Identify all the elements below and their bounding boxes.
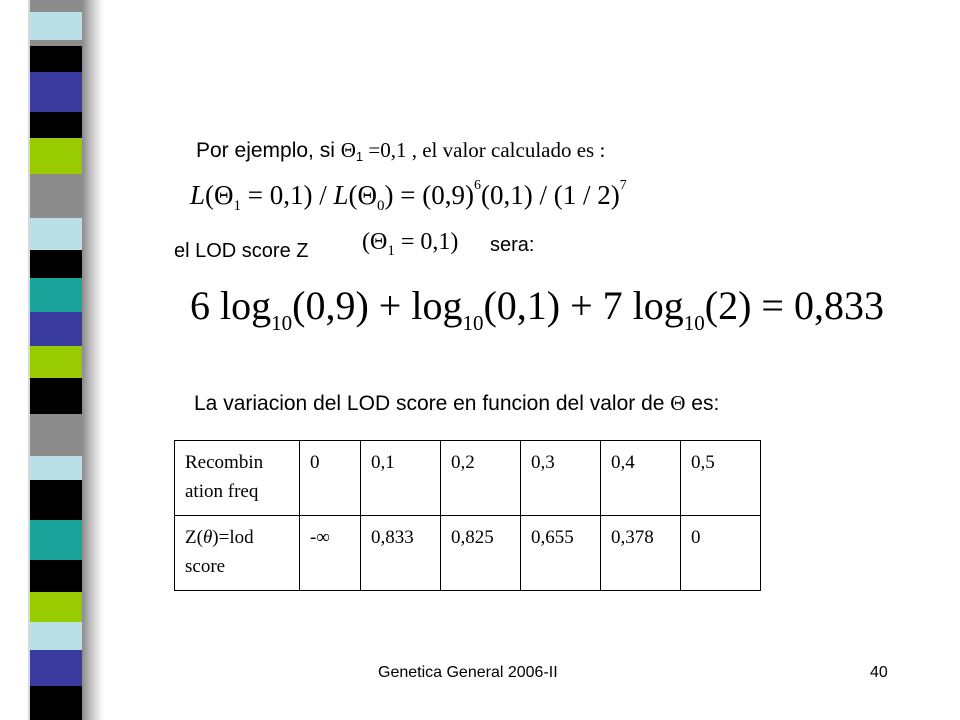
stripe-block [30,250,82,278]
table-row-lod [175,516,761,591]
table-cell: Recombin ation freq [175,441,300,516]
label-theta: θ [202,527,213,548]
lod-base2: 10 [462,311,484,335]
table-cell: 0 [300,441,361,516]
formula-close-eq: ) = (0,9) [384,180,474,210]
stripe-block [30,46,82,72]
stripe-block [30,414,82,456]
lod-condition-formula [362,229,458,260]
stripe-block [30,112,82,138]
intro-line [196,138,605,164]
lod-base3: 10 [683,311,705,335]
variation-text [194,391,719,416]
lod-base1: 10 [271,311,293,335]
table-cell-label [175,516,300,591]
formula-sub1: 1 [233,198,242,214]
lod-part1: 6 log [190,283,272,328]
decorative-stripe [0,0,104,720]
stripe-shadow [82,0,104,720]
lod-arg3: (2) = 0,833 [704,283,884,328]
stripe-block [30,278,82,312]
stripe-block [30,346,82,378]
table-cell: 0 [681,516,761,591]
table-row-recombination [175,441,761,516]
table-cell: 0,378 [601,516,681,591]
table-cell: 0,825 [441,516,521,591]
formula-eq-val: = 0,1) / [241,180,334,210]
stripe-block [30,138,82,174]
stripe-block [30,686,82,720]
cond-rest: = 0,1) [394,229,459,255]
cond-theta: Θ [370,229,388,255]
label-prefix: Z( [185,527,203,548]
stripe-block [30,12,82,40]
formula-exp6: 6 [474,178,481,193]
table-cell: 0,1 [361,441,441,516]
stripe-block [30,520,82,560]
label-suffix: )=lod score [185,527,254,577]
formula-sub0: 0 [377,198,385,214]
formula-paren2: ( [348,180,358,210]
likelihood-formula [190,178,627,215]
stripe-block [30,312,82,346]
lod-arg2: (0,1) + 7 log [483,283,684,328]
table-cell: 0,5 [681,441,761,516]
lod-formula [190,282,884,336]
stripe-blocks [30,0,82,720]
table-cell: -∞ [300,516,361,591]
stripe-block [30,218,82,250]
variation-suffix: es: [685,392,720,415]
page-number: 40 [870,664,888,681]
intro-suffix: , el valor calculado es : [406,138,606,162]
stripe-block [30,456,82,480]
stripe-block [30,378,82,414]
sera-label: sera: [490,234,535,256]
stripe-block [30,0,82,12]
formula-L2: L [333,180,349,210]
table-cell: 0,4 [601,441,681,516]
cond-sub1: 1 [387,243,395,259]
intro-theta: Θ [340,138,356,162]
variation-prefix: La variacion del LOD score en funcion del valor de [194,392,671,415]
stripe-block [30,622,82,650]
formula-paren: ( [205,180,215,210]
table-cell: 0,3 [521,441,601,516]
intro-value: =0,1 [363,138,407,162]
formula-exp7: 7 [619,178,627,193]
variation-theta: Θ [670,391,686,415]
stripe-block [30,560,82,592]
table-cell: 0,655 [521,516,601,591]
cond-paren: ( [362,229,370,255]
stripe-block [30,480,82,520]
lod-arg1: (0,9) + log [292,283,463,328]
formula-theta: Θ [214,180,234,210]
intro-prefix: Por ejemplo, si [196,139,341,162]
lod-table [174,440,761,591]
formula-mid: (0,1) / (1 / 2) [481,180,620,210]
stripe-block [30,592,82,622]
lod-label: el LOD score Z [174,240,309,262]
formula-theta2: Θ [357,180,378,210]
footer-title: Genetica General 2006-II [378,664,558,681]
formula-L: L [190,180,206,210]
stripe-block [30,174,82,218]
intro-theta-subscript: 1 [355,149,364,164]
table-cell: 0,2 [441,441,521,516]
stripe-block [30,650,82,686]
stripe-block [30,72,82,112]
table-cell: 0,833 [361,516,441,591]
